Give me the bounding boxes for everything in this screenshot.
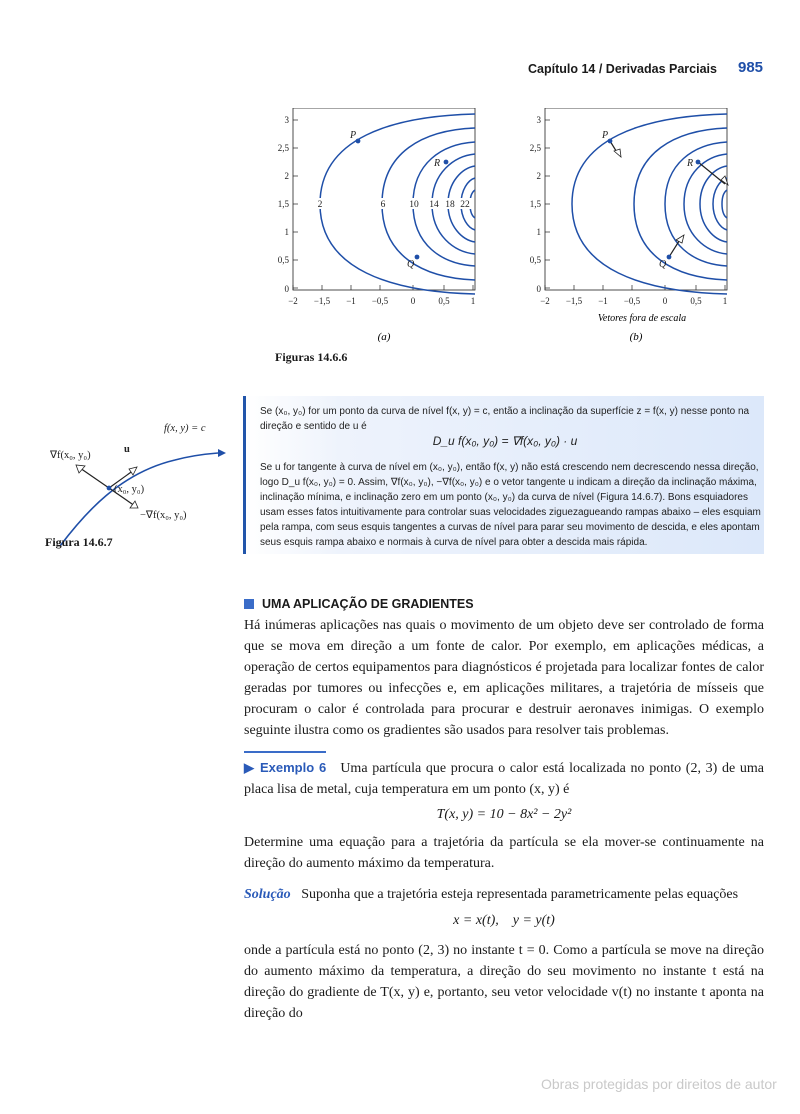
box-p2-line2: logo D_u f(x₀, y₀) = 0. Assim, ∇f(x₀, y₀), −∇f(x₀, y₀) e o vetor tangente u indicam a direção da inclinação máxima,	[260, 477, 757, 488]
figures-caption: Figuras 14.6.6	[275, 350, 348, 364]
point-x0y0	[107, 486, 112, 491]
neg-grad-label: −∇f(x₀, y₀)	[140, 510, 187, 521]
level-label: 14	[429, 200, 439, 210]
x-tick: −2	[540, 296, 550, 306]
chapter-header: Capítulo 14 / Derivadas Parciais	[528, 62, 717, 76]
x-tick: 0,5	[438, 296, 450, 306]
figure-14-6-7	[40, 418, 240, 553]
level-label: 2	[317, 200, 323, 210]
box-p1-line2: direção e sentido de u é	[260, 421, 367, 432]
example-statement-block	[244, 757, 764, 800]
box-p2-line4: usam esses fatos intuitivamente para controlar suas velocidades ziguezagueando rampas abaixo – eles esquiam	[260, 507, 761, 518]
solution-label: Solução	[244, 887, 291, 902]
theorem-box	[243, 396, 764, 554]
point-label-q: Q	[659, 259, 667, 270]
x-tick: −0,5	[371, 296, 389, 306]
x-tick: 0	[662, 296, 668, 306]
box-p2-line5: pela rampa, com seus esquis tangentes a curvas de nível para parar seu movimento de descida, e eles apontam	[260, 522, 760, 533]
example-question: Determine uma equação para a trajetória da partícula se ela mover-se continuamente na direção do aumento máximo da temperatura.	[244, 835, 764, 871]
y-tick: 0,5	[529, 255, 541, 265]
x-tick: 0,5	[690, 296, 702, 306]
x-tick: 1	[470, 296, 476, 306]
box-p1-line1: Se (x₀, y₀) for um ponto da curva de nível f(x, y) = c, então a inclinação da superfície z = f(x, y) nesse ponto na	[260, 406, 750, 417]
section-title: UMA APLICAÇÃO DE GRADIENTES	[262, 597, 474, 611]
box-p2-line6: seus esquis rampa abaixo e normais à curva de nível para obter a descida mais rápida.	[260, 537, 648, 548]
y-tick: 1,5	[529, 199, 541, 209]
x-tick: −1,5	[313, 296, 331, 306]
example-statement: Uma partícula que procura o calor está localizada no ponto (2, 3) de uma placa lisa de metal, cuja temperatura em um ponto (x, y) é	[244, 761, 765, 797]
y-tick: 0	[536, 284, 541, 294]
x-tick: −2	[288, 296, 298, 306]
point-label: (x₀, y₀)	[114, 484, 145, 495]
x-tick: 0	[410, 296, 416, 306]
y-tick: 3	[536, 115, 541, 125]
section-heading	[244, 597, 474, 611]
curve-arrow-icon	[218, 449, 226, 457]
page-number: 985	[738, 59, 764, 76]
solution-paragraph: onde a partícula está no ponto (2, 3) no instante t = 0. Como a partícula se move na direção do aumento máximo da temperatura, a direção do seu movimento no instante t está na direção do gradiente de T(x, y) e, portanto, seu vetor velocidade v(t) no instante t aponta na direção do	[244, 943, 764, 1021]
level-curves	[572, 114, 727, 294]
x-tick: −0,5	[623, 296, 641, 306]
x-tick: −1,5	[565, 296, 583, 306]
solution-intro-block	[244, 884, 764, 905]
square-bullet-icon	[244, 599, 254, 609]
solution-intro: Suponha que a trajetória esteja representada parametricamente pelas equações	[301, 887, 739, 902]
y-tick: 2	[284, 171, 289, 181]
y-tick: 2	[536, 171, 541, 181]
grad-label: ∇f(x₀, y₀)	[50, 450, 91, 461]
temperature-equation: T(x, y) = 10 − 8x² − 2y²	[436, 807, 572, 822]
caption-b: (b)	[629, 331, 643, 343]
y-tick: 2,5	[277, 143, 289, 153]
y-tick: 0,5	[277, 255, 289, 265]
y-tick: 1	[284, 227, 289, 237]
section-paragraph: Há inúmeras aplicações nas quais o movimento de um objeto deve ser controlado de forma que se mova em direção a um fonte de calor. Por exemplo, em aplicações médicas, a operação de certos equipamentos para diagnósticos é projetada para localizar fontes de calor geradas por tumores ou infecções e, em aplicações militares, a trajetória de mísseis que procuram o calor é controlada para procurar e destruir aeronaves inimigas. O exemplo seguinte ilustra como os gradientes são usados para resolver tais problemas.	[244, 618, 764, 738]
point-label-r: R	[687, 158, 694, 169]
figure-a	[272, 108, 487, 348]
level-label: 22	[460, 200, 470, 210]
example-label: ▶ Exemplo 6	[244, 760, 327, 775]
box-p2-line3: inclinação mínima, e inclinação zero em um ponto (x₀, y₀) da curva de nível (Figura 14.6.7). Bons esquiadores	[260, 492, 748, 503]
x-tick: 1	[722, 296, 728, 306]
curve-label: f(x, y) = c	[164, 423, 206, 434]
u-label: u	[124, 444, 130, 455]
copyright-footer: Obras protegidas por direitos de autor	[541, 1076, 777, 1092]
x-tick: −1	[346, 296, 356, 306]
box-p2-line1: Se u for tangente à curva de nível em (x₀, y₀), então f(x, y) não está crescendo nem decrescendo nessa direção,	[260, 462, 759, 473]
box-equation: D_u f(x₀, y₀) = ∇f(x₀, y₀) · u	[432, 434, 578, 448]
point-label-q: Q	[407, 259, 415, 270]
y-tick: 1	[536, 227, 541, 237]
scale-note: Vetores fora de escala	[597, 313, 687, 324]
point-label-r: R	[434, 158, 441, 169]
caption-a: (a)	[377, 331, 391, 343]
point-label-p: P	[350, 130, 357, 141]
y-tick: 2,5	[529, 143, 541, 153]
y-tick: 0	[284, 284, 289, 294]
level-label: 18	[445, 200, 455, 210]
parametric-equation: x = x(t), y = y(t)	[453, 913, 555, 928]
figure-14-6-7-caption: Figura 14.6.7	[45, 535, 113, 549]
level-label: 6	[380, 200, 386, 210]
point-label-p: P	[602, 130, 609, 141]
example-rule	[244, 751, 326, 753]
figure-b	[524, 108, 739, 348]
x-tick: −1	[598, 296, 608, 306]
level-label: 10	[409, 200, 419, 210]
y-tick: 3	[284, 115, 289, 125]
y-tick: 1,5	[277, 199, 289, 209]
